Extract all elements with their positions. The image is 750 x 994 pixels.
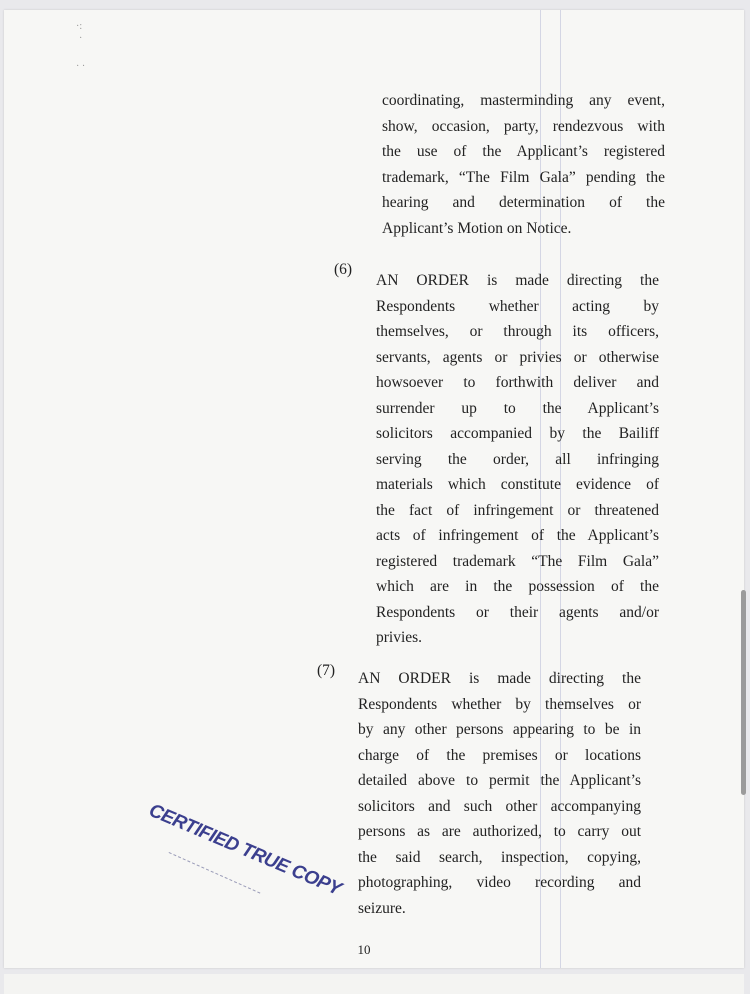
text-line: registered trademark “The Film Gala” xyxy=(376,552,659,570)
text-line: materials which constitute evidence of xyxy=(376,476,659,493)
text-line: acts of infringement of the Applicant’s xyxy=(376,527,659,544)
next-page-edge xyxy=(4,974,744,994)
text-line: persons as are authorized, to carry out xyxy=(358,823,641,840)
text-line: the said search, inspection, copying, xyxy=(358,848,641,866)
text-line: privies. xyxy=(376,629,423,646)
paragraph-number: (6) xyxy=(334,261,353,278)
text-line: serving the order, all infringing xyxy=(376,450,659,468)
text-line: themselves, or through its officers, xyxy=(376,323,659,340)
scan-speck: · xyxy=(79,33,83,44)
certified-true-copy-stamp: CERTIFIED TRUE COPY xyxy=(145,800,345,901)
text-line: seizure. xyxy=(358,899,406,917)
text-line: AN ORDER is made directing the xyxy=(376,272,659,289)
text-line: Respondents whether by themselves or xyxy=(358,695,641,713)
text-line: charge of the premises or locations xyxy=(358,746,641,764)
text-line: solicitors and such other accompanying xyxy=(358,797,641,815)
text-line: by any other persons appearing to be in xyxy=(358,721,641,738)
text-line: show, occasion, party, rendezvous with xyxy=(382,117,665,135)
text-line: trademark, “The Film Gala” pending the xyxy=(382,168,665,186)
text-line: AN ORDER is made directing the xyxy=(358,670,641,687)
text-line: howsoever to forthwith deliver and xyxy=(376,374,659,391)
paragraph-6 xyxy=(376,268,659,651)
text-line: Respondents whether acting by xyxy=(376,297,659,315)
text-line: hearing and determination of the xyxy=(382,194,665,211)
page-number: 10 xyxy=(357,942,371,957)
text-line: which are in the possession of the xyxy=(376,578,659,595)
paragraph-7 xyxy=(358,666,641,921)
document-page xyxy=(4,10,744,968)
text-line: solicitors accompanied by the Bailiff xyxy=(376,425,659,442)
scan-speck: ·: xyxy=(76,21,83,32)
text-line: detailed above to permit the Applicant’s xyxy=(358,772,641,789)
scrollbar-thumb[interactable] xyxy=(741,590,746,795)
scan-speck: · · xyxy=(76,61,86,72)
text-line: Respondents or their agents and/or xyxy=(376,603,659,621)
paragraph-continuation xyxy=(382,88,665,241)
paragraph-number: (7) xyxy=(317,662,336,679)
text-line: servants, agents or privies or otherwise xyxy=(376,348,659,366)
text-line: Applicant’s Motion on Notice. xyxy=(382,219,572,237)
text-line: the fact of infringement or threatened xyxy=(376,501,659,519)
text-line: coordinating, masterminding any event, xyxy=(382,92,665,109)
text-line: surrender up to the Applicant’s xyxy=(376,399,659,417)
text-line: the use of the Applicant’s registered xyxy=(382,143,665,160)
text-line: photographing, video recording and xyxy=(358,874,641,891)
